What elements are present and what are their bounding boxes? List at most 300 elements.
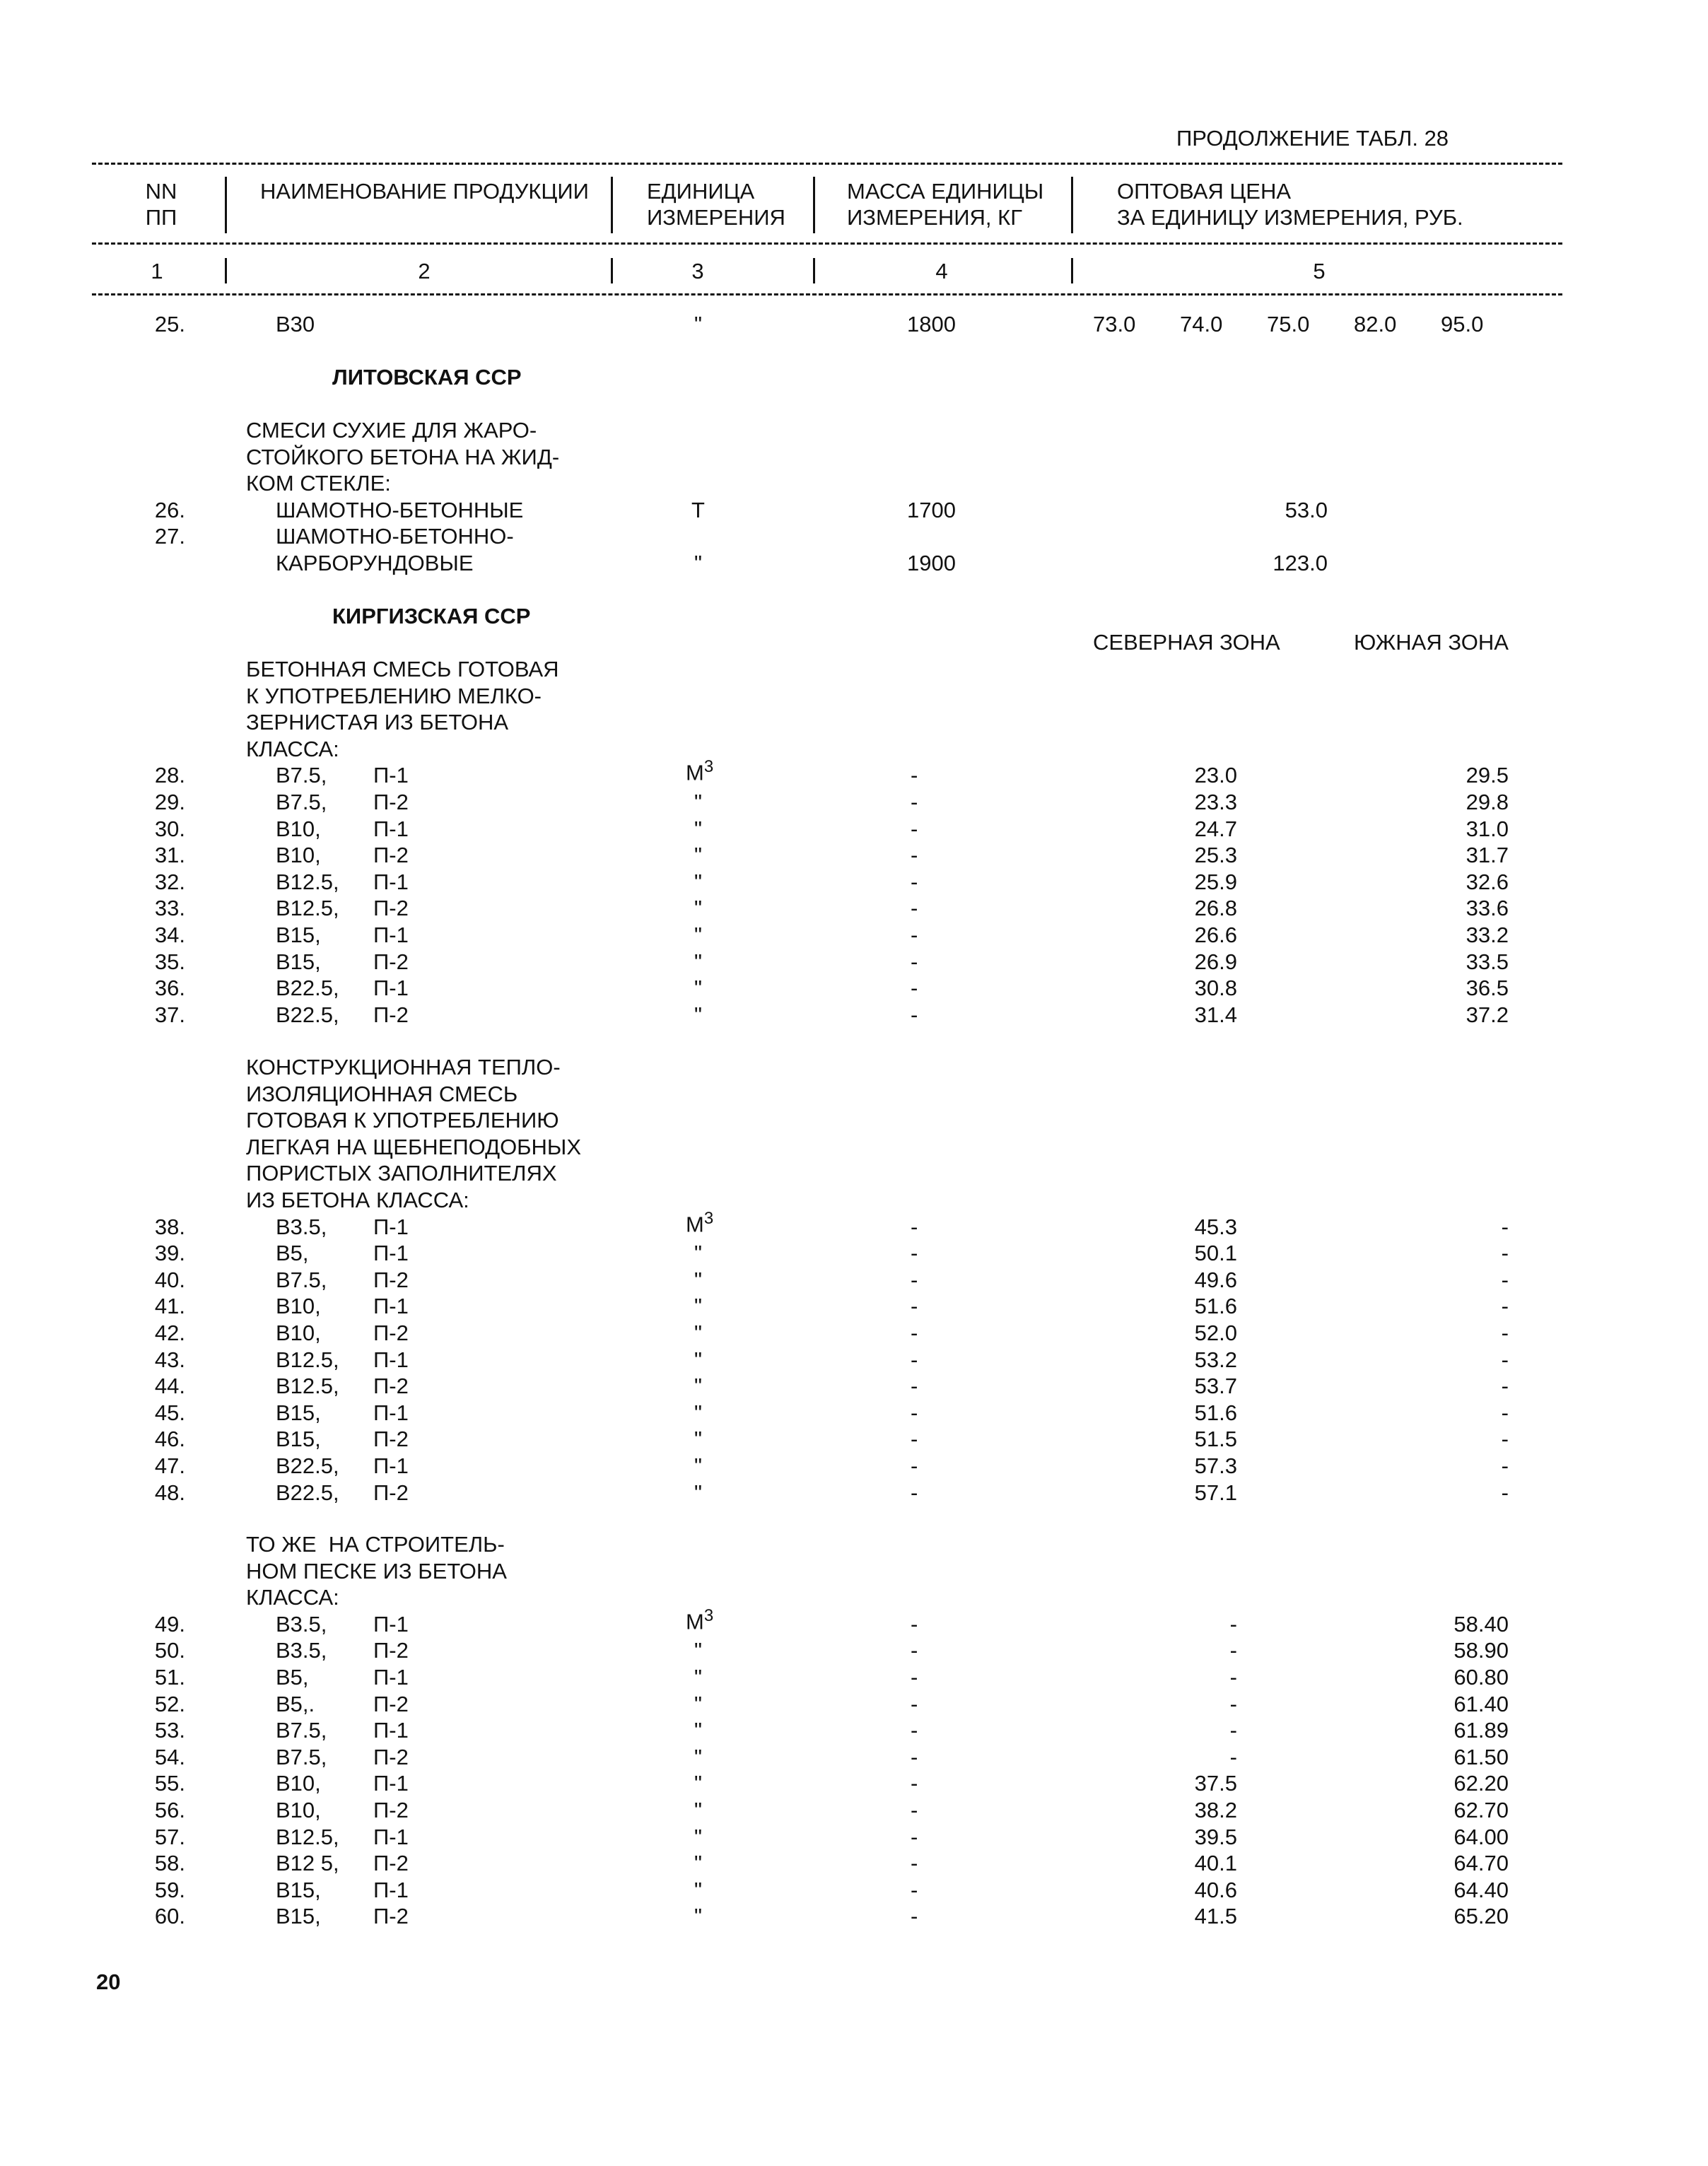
concrete-class: В15, [276, 1427, 321, 1452]
mobility-grade: П-1 [373, 1294, 409, 1319]
mass: - [911, 1877, 918, 1902]
price: 74.0 [1180, 312, 1223, 336]
row-number: 32. [154, 869, 185, 894]
unit [686, 1605, 714, 1634]
mobility-grade: П-1 [373, 1824, 409, 1849]
section-desc: ПОРИСТЫХ ЗАПОЛНИТЕЛЯХ [246, 1161, 557, 1186]
column-number-rule [92, 293, 1562, 295]
price-north: - [1229, 1638, 1237, 1663]
concrete-class: В22.5, [276, 976, 339, 1001]
concrete-class: В15, [276, 1400, 321, 1425]
mass: - [911, 1427, 918, 1452]
header-divider [813, 258, 815, 283]
concrete-class: В10, [276, 1771, 321, 1796]
price-south: 32.6 [1466, 869, 1509, 894]
row-number: 39. [154, 1241, 185, 1266]
row-number: 41. [154, 1294, 185, 1319]
row-number: 57. [154, 1824, 185, 1849]
unit: " [694, 1374, 703, 1399]
header-col3-line2: ИЗМЕРЕНИЯ [647, 205, 785, 230]
unit: " [694, 1321, 703, 1345]
row-number: 34. [154, 923, 185, 947]
price-north: 26.8 [1194, 896, 1237, 921]
row-number: 38. [154, 1214, 185, 1239]
unit: " [694, 816, 703, 841]
unit: " [694, 1798, 703, 1822]
price-south: 64.00 [1453, 1824, 1509, 1849]
unit [686, 1210, 713, 1235]
section-desc: ИЗ БЕТОНА КЛАССА: [246, 1188, 469, 1212]
mobility-grade: П-2 [373, 1638, 409, 1663]
unit: " [694, 551, 703, 575]
header-divider [813, 177, 815, 233]
price-south: 61.89 [1453, 1718, 1509, 1743]
header-divider [1071, 258, 1073, 283]
section-desc: ЛЕГКАЯ НА ЩЕБНЕПОДОБНЫХ [246, 1134, 582, 1159]
mobility-grade: П-2 [373, 843, 409, 868]
header-col1-line1: NN [145, 179, 177, 204]
mass: - [911, 976, 918, 1001]
row-number: 28. [154, 763, 185, 788]
concrete-class: В15, [276, 949, 321, 974]
price-south: - [1501, 1453, 1509, 1478]
price-south: 62.70 [1453, 1798, 1509, 1822]
concrete-class: В10, [276, 1321, 321, 1345]
mass: - [911, 1611, 918, 1637]
mobility-grade: П-1 [373, 1718, 409, 1743]
mass: - [911, 1744, 918, 1769]
concrete-class: В12.5, [276, 1824, 339, 1849]
concrete-class: В7.5, [276, 1718, 327, 1743]
mobility-grade: П-2 [373, 1798, 409, 1822]
concrete-class: В10, [276, 843, 321, 868]
mobility-grade: П-2 [373, 1480, 409, 1505]
price-south: 33.6 [1466, 896, 1509, 921]
mass: - [911, 816, 918, 841]
row-number: 40. [154, 1267, 185, 1292]
row-number: 48. [154, 1480, 185, 1505]
concrete-class: В5, [276, 1665, 309, 1690]
row-number: 35. [154, 949, 185, 974]
unit: " [694, 1453, 703, 1478]
mass: - [911, 1691, 918, 1716]
section-desc: ГОТОВАЯ К УПОТРЕБЛЕНИЮ [246, 1108, 559, 1133]
price-south: - [1501, 1214, 1509, 1239]
row-number: 47. [154, 1453, 185, 1478]
mass: - [911, 896, 918, 921]
unit: " [694, 896, 703, 921]
section-desc: КОМ СТЕКЛЕ: [246, 471, 391, 496]
unit: " [694, 1771, 703, 1796]
unit: " [694, 1718, 703, 1743]
unit: " [694, 1691, 703, 1716]
price: 75.0 [1267, 312, 1310, 336]
mobility-grade: П-1 [373, 1453, 409, 1478]
price-south: 29.8 [1466, 790, 1509, 814]
concrete-class: В7.5, [276, 1267, 327, 1292]
concrete-class: В3.5, [276, 1638, 327, 1663]
row-number: 51. [154, 1665, 185, 1690]
price-north: 51.6 [1194, 1400, 1237, 1425]
product-name: КАРБОРУНДОВЫЕ [276, 551, 474, 575]
row-number: 52. [154, 1691, 185, 1716]
table-top-rule [92, 163, 1562, 165]
row-number: 50. [154, 1638, 185, 1663]
price-south: 64.40 [1453, 1877, 1509, 1902]
concrete-class: В15, [276, 1904, 321, 1929]
concrete-class: В15, [276, 923, 321, 947]
concrete-class: В5, [276, 1241, 309, 1266]
price-south: 31.0 [1466, 816, 1509, 841]
concrete-class: В10, [276, 816, 321, 841]
unit: " [694, 1824, 703, 1849]
header-divider [611, 177, 613, 233]
price-north: 26.6 [1194, 923, 1237, 947]
mobility-grade: П-2 [373, 1267, 409, 1292]
unit: " [694, 1480, 703, 1505]
price: 82.0 [1354, 312, 1397, 336]
unit-base: М [686, 760, 704, 785]
concrete-class: В22.5, [276, 1002, 339, 1027]
unit: " [694, 869, 703, 894]
header-col1-line2: ПП [145, 205, 177, 230]
concrete-class: В22.5, [276, 1453, 339, 1478]
row-number: 59. [154, 1877, 185, 1902]
header-col2: НАИМЕНОВАНИЕ ПРОДУКЦИИ [260, 179, 589, 204]
price-north: 39.5 [1194, 1824, 1237, 1849]
price-north: 52.0 [1194, 1321, 1237, 1345]
unit: " [694, 1638, 703, 1663]
price-south: 62.20 [1453, 1771, 1509, 1796]
mass: 1800 [907, 312, 956, 336]
unit: " [694, 976, 703, 1001]
concrete-class: В10, [276, 1798, 321, 1822]
price-north: - [1229, 1718, 1237, 1743]
header-col5-line2: ЗА ЕДИНИЦУ ИЗМЕРЕНИЯ, РУБ. [1117, 205, 1463, 230]
header-divider [225, 258, 227, 283]
unit: " [694, 1877, 703, 1902]
price-south: - [1501, 1321, 1509, 1345]
price-south: 31.7 [1466, 843, 1509, 868]
price-south: 60.80 [1453, 1665, 1509, 1690]
product-name: ШАМОТНО-БЕТОННО- [276, 524, 514, 549]
header-divider [225, 177, 227, 233]
price-north: 57.1 [1194, 1480, 1237, 1505]
mass: - [911, 1904, 918, 1929]
unit-exponent: 3 [703, 757, 714, 777]
price-south: - [1501, 1267, 1509, 1292]
mobility-grade: П-2 [373, 1374, 409, 1399]
row-number: 37. [154, 1002, 185, 1027]
mass: - [911, 1798, 918, 1822]
mobility-grade: П-1 [373, 1241, 409, 1266]
unit: " [694, 1002, 703, 1027]
section-desc: БЕТОННАЯ СМЕСЬ ГОТОВАЯ [246, 657, 559, 681]
price-south: - [1501, 1400, 1509, 1425]
unit: " [694, 843, 703, 868]
page-number: 20 [96, 1969, 121, 1994]
price-south: - [1501, 1347, 1509, 1372]
concrete-class: В5,. [276, 1691, 315, 1716]
concrete-class: В12.5, [276, 1347, 339, 1372]
unit: " [694, 1241, 703, 1266]
price-south: 33.2 [1466, 923, 1509, 947]
row-number: 46. [154, 1427, 185, 1452]
zone-north-label: СЕВЕРНАЯ ЗОНА [1093, 630, 1280, 655]
row-number: 30. [154, 816, 185, 841]
zone-south-label: ЮЖНАЯ ЗОНА [1354, 630, 1509, 655]
header-divider [611, 258, 613, 283]
concrete-class: В7.5, [276, 790, 327, 814]
price-south: - [1501, 1294, 1509, 1319]
price-north: 53.7 [1194, 1374, 1237, 1399]
price-south: 58.90 [1453, 1638, 1509, 1663]
price-north: - [1229, 1611, 1237, 1637]
concrete-class: В3.5, [276, 1611, 327, 1637]
header-divider [1071, 177, 1073, 233]
mass: - [911, 790, 918, 814]
row-number: 26. [154, 498, 185, 522]
unit: " [694, 1267, 703, 1292]
mass: - [911, 1480, 918, 1505]
concrete-class: В12.5, [276, 1374, 339, 1399]
header-col3-line1: ЕДИНИЦА [647, 179, 755, 204]
price-south: 33.5 [1466, 949, 1509, 974]
mass: - [911, 1638, 918, 1663]
price-north: 25.9 [1194, 869, 1237, 894]
price-north: 40.1 [1194, 1851, 1237, 1876]
unit: " [694, 949, 703, 974]
unit: " [694, 1851, 703, 1876]
row-number: 54. [154, 1744, 185, 1769]
price-north: 53.2 [1194, 1347, 1237, 1372]
mobility-grade: П-2 [373, 1427, 409, 1452]
unit: " [694, 1400, 703, 1425]
price-north: 23.3 [1194, 790, 1237, 814]
unit: " [694, 1665, 703, 1690]
colnum-4: 4 [935, 259, 948, 283]
section-desc: СТОЙКОГО БЕТОНА НА ЖИД- [246, 445, 560, 469]
row-number: 58. [154, 1851, 185, 1876]
mobility-grade: П-2 [373, 1691, 409, 1716]
mobility-grade: П-2 [373, 1744, 409, 1769]
row-number: 42. [154, 1321, 185, 1345]
price-north: 30.8 [1194, 976, 1237, 1001]
price-north: 40.6 [1194, 1877, 1237, 1902]
price: 53.0 [1285, 498, 1328, 522]
mass: - [911, 949, 918, 974]
unit: Т [691, 498, 705, 522]
concrete-class: В15, [276, 1877, 321, 1902]
price-south: 61.50 [1453, 1744, 1509, 1769]
row-number: 60. [154, 1904, 185, 1929]
section-desc: КОНСТРУКЦИОННАЯ ТЕПЛО- [246, 1055, 561, 1079]
colnum-3: 3 [691, 259, 704, 283]
price-north: - [1229, 1744, 1237, 1769]
mass: - [911, 923, 918, 947]
mass: - [911, 1824, 918, 1849]
mass: - [911, 1851, 918, 1876]
header-col4-line1: МАССА ЕДИНИЦЫ [847, 179, 1044, 204]
mass: - [911, 1665, 918, 1690]
row-number: 56. [154, 1798, 185, 1822]
unit [686, 759, 713, 783]
colnum-1: 1 [151, 259, 163, 283]
concrete-class: В7.5, [276, 763, 327, 788]
header-col4-line2: ИЗМЕРЕНИЯ, КГ [847, 205, 1022, 230]
row-number: 29. [154, 790, 185, 814]
section-title-lithuania: ЛИТОВСКАЯ ССР [332, 365, 522, 390]
price-north: - [1229, 1665, 1237, 1690]
mass: - [911, 1453, 918, 1478]
price: 123.0 [1273, 551, 1328, 575]
row-number: 55. [154, 1771, 185, 1796]
mobility-grade: П-2 [373, 1002, 409, 1027]
unit-base: М [686, 1609, 704, 1634]
price-south: 29.5 [1466, 763, 1509, 788]
mass: 1700 [907, 498, 956, 522]
mass: - [911, 1347, 918, 1372]
product-name: В30 [276, 312, 315, 336]
section-desc: КЛАССА: [246, 1585, 339, 1610]
concrete-class: В12.5, [276, 896, 339, 921]
section-desc: ЗЕРНИСТАЯ ИЗ БЕТОНА [246, 710, 509, 735]
price-south: 65.20 [1453, 1904, 1509, 1929]
mass: - [911, 843, 918, 868]
section-title-kyrgyz: КИРГИЗСКАЯ ССР [332, 604, 531, 628]
mobility-grade: П-1 [373, 1611, 409, 1637]
row-number: 45. [154, 1400, 185, 1425]
row-number: 25. [154, 312, 185, 336]
continuation-label: ПРОДОЛЖЕНИЕ ТАБЛ. 28 [1176, 126, 1449, 151]
mass: - [911, 1241, 918, 1266]
price-south: - [1501, 1374, 1509, 1399]
price-north: 23.0 [1194, 763, 1237, 788]
mass: - [911, 1374, 918, 1399]
concrete-class: В12.5, [276, 869, 339, 894]
concrete-class: В22.5, [276, 1480, 339, 1505]
price-north: 25.3 [1194, 843, 1237, 868]
header-rule [92, 242, 1562, 245]
unit-exponent: 3 [703, 1605, 714, 1625]
price-south: - [1501, 1241, 1509, 1266]
price-south: 64.70 [1453, 1851, 1509, 1876]
section-desc: К УПОТРЕБЛЕНИЮ МЕЛКО- [246, 683, 542, 708]
mobility-grade: П-2 [373, 949, 409, 974]
unit: " [694, 312, 703, 336]
price-south: 36.5 [1466, 976, 1509, 1001]
concrete-class: В10, [276, 1294, 321, 1319]
price-north: 51.6 [1194, 1294, 1237, 1319]
mass: - [911, 1771, 918, 1796]
unit-exponent: 3 [703, 1208, 714, 1228]
row-number: 43. [154, 1347, 185, 1372]
price-north: 50.1 [1194, 1241, 1237, 1266]
unit: " [694, 1904, 703, 1929]
mass: 1900 [907, 551, 956, 575]
mobility-grade: П-1 [373, 1771, 409, 1796]
mass: - [911, 1718, 918, 1743]
unit: " [694, 923, 703, 947]
mobility-grade: П-1 [373, 976, 409, 1001]
price-north: 49.6 [1194, 1267, 1237, 1292]
price-south: - [1501, 1427, 1509, 1452]
price-north: 41.5 [1194, 1904, 1237, 1929]
mobility-grade: П-2 [373, 1904, 409, 1929]
product-name: ШАМОТНО-БЕТОННЫЕ [276, 498, 524, 522]
mass: - [911, 1002, 918, 1027]
mass: - [911, 1294, 918, 1319]
row-number: 31. [154, 843, 185, 868]
mobility-grade: П-1 [373, 816, 409, 841]
price-north: 26.9 [1194, 949, 1237, 974]
price-south: 58.40 [1453, 1611, 1509, 1637]
mobility-grade: П-1 [373, 1665, 409, 1690]
concrete-class: В3.5, [276, 1214, 327, 1239]
unit: " [694, 1427, 703, 1452]
unit: " [694, 1294, 703, 1319]
mass: - [911, 1400, 918, 1425]
price-north: 45.3 [1194, 1214, 1237, 1239]
price-north: 57.3 [1194, 1453, 1237, 1478]
section-desc: СМЕСИ СУХИЕ ДЛЯ ЖАРО- [246, 418, 537, 443]
unit: " [694, 1744, 703, 1769]
mobility-grade: П-1 [373, 923, 409, 947]
mobility-grade: П-1 [373, 1400, 409, 1425]
section-desc: ТО ЖЕ НА СТРОИТЕЛЬ- [246, 1532, 505, 1557]
header-col5-line1: ОПТОВАЯ ЦЕНА [1117, 179, 1292, 204]
section-desc: КЛАССА: [246, 736, 339, 761]
mobility-grade: П-2 [373, 790, 409, 814]
price-north: 37.5 [1194, 1771, 1237, 1796]
price-south: 61.40 [1453, 1691, 1509, 1716]
price-north: 38.2 [1194, 1798, 1237, 1822]
unit: " [694, 1347, 703, 1372]
mass: - [911, 1267, 918, 1292]
mobility-grade: П-1 [373, 1877, 409, 1902]
price-north: 24.7 [1194, 816, 1237, 841]
section-desc: НОМ ПЕСКЕ ИЗ БЕТОНА [246, 1558, 507, 1583]
mass: - [911, 1321, 918, 1345]
mobility-grade: П-1 [373, 1214, 409, 1239]
mobility-grade: П-2 [373, 896, 409, 921]
price: 95.0 [1441, 312, 1484, 336]
colnum-2: 2 [418, 259, 431, 283]
row-number: 36. [154, 976, 185, 1001]
section-desc: ИЗОЛЯЦИОННАЯ СМЕСЬ [246, 1081, 518, 1106]
mass: - [911, 1214, 918, 1239]
price-north: 51.5 [1194, 1427, 1237, 1452]
price-south: - [1501, 1480, 1509, 1505]
concrete-class: В7.5, [276, 1744, 327, 1769]
row-number: 53. [154, 1718, 185, 1743]
mass: - [911, 869, 918, 894]
concrete-class: В12 5, [276, 1851, 339, 1876]
price-north: - [1229, 1691, 1237, 1716]
mass: - [911, 763, 918, 788]
mobility-grade: П-1 [373, 869, 409, 894]
price: 73.0 [1093, 312, 1136, 336]
mobility-grade: П-2 [373, 1321, 409, 1345]
mobility-grade: П-2 [373, 1851, 409, 1876]
row-number: 49. [154, 1611, 185, 1637]
row-number: 44. [154, 1374, 185, 1399]
row-number: 27. [154, 524, 185, 549]
unit-base: М [686, 1211, 704, 1236]
colnum-5: 5 [1313, 259, 1326, 283]
mobility-grade: П-1 [373, 763, 409, 788]
price-north: 31.4 [1194, 1002, 1237, 1027]
